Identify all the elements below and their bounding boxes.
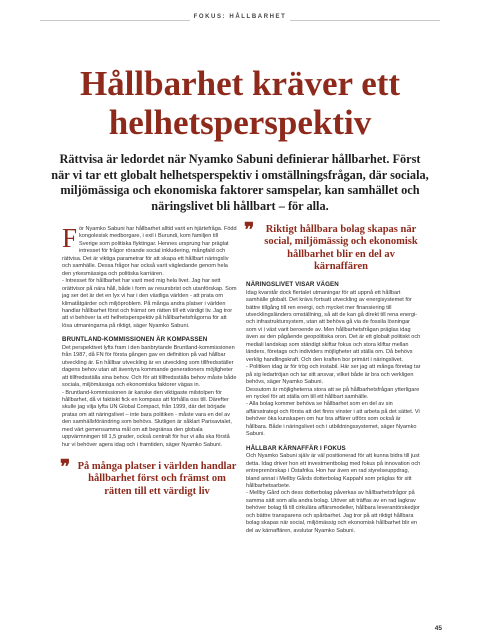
section-label: FOKUS: HÅLLBARHET: [193, 14, 287, 20]
pull-quote: [60, 457, 238, 498]
pull-quote-text: Riktigt hållbara bolag skapas när social, miljömässig och ekonomisk hållbarhet blir en del av kärnaffären: [264, 224, 418, 272]
quote-mark-icon: ❞: [60, 457, 71, 479]
subheading: NÄRINGSLIVET VISAR VÄGEN: [246, 281, 339, 289]
left-column: [60, 223, 238, 498]
subheading: BRUNTLAND-KOMMISSIONEN ÄR KOMPASSEN: [62, 336, 208, 344]
drop-cap: F: [62, 223, 78, 253]
body-text: ör Nyamko Sabuni har hållbarhet alltid varit en hjärtefråga. Född kongolesisk medborgare, i exil i Burundi, kom familjen till Sverige som politiska flyktingar. Hennes ursprung har präglat intresset för frågor rörande social inkludering, mångfald och rättvisa. Det är viktiga parametrar för att skapa ett hållbart näringsliv och samhälle. Dessa frågor har också varit vägledande genom hela den yrkesmässiga och politiska karriären.: [62, 226, 237, 277]
subheading: HÅLLBAR KÄRNAFFÄR I FOKUS: [246, 444, 346, 452]
header-rule-left: [40, 20, 190, 21]
article-lead: Rättvisa är ledordet när Nyamko Sabuni definierar hållbarhet. Först när vi tar ett globalt helhetsperspektiv i omställningsfrågan, där sociala, miljömässiga och ekonomiska faktorer samspelar, kan samhället och näringslivet bli hållbart – för alla.: [51, 152, 429, 213]
body-paragraph: Idag kvarstår dock flertalet utmaningar för att uppnå ett hållbart samhälle globalt. Det krävs fortsatt utveckling av energisystemet för bättre tillgång till ren energi, och mycket mer finansiering till utvecklingsländers omställning, så att de kan gå direkt till rena energi- och infrastruktursystem, utan att behöva gå via de fossila lösningar som vi i väst varit beroende av. Men hållbarhetsfrågan präglas idag även av den pågående geopolitiska oron. Det är ett globalt politiskt och mediali landskap som ständigt skiftar fokus och stora kliftar mellan länders, företags och individers möjligheter att ställa om. Då behövs verklig handlingskraft. Och den kraften bor primärt i näringslivet.: [246, 289, 421, 363]
body-paragraph: - Intresset för hållbarhet har varit med mig hela livet. Jag har sett orättvisor på nära håll, både i form av resursbrist och utanförskap. Som jag ser det är det en lyx vi har i den västliga världen - att prata om klimatåtgärder och miljöproblem. På många andra platser i världen handlar hållbarhet först och främst om rätten till ett värdigt liv. Jag tror att vi behöver ta ett helhetsperspektiv på hållbarhetsfrågorna för att lösa utmaningarna på riktigt, säger Nyamko Sabuni.: [62, 278, 237, 329]
body-paragraph: - Mellby Gård och dess dotterbolag påverkas av hållbarhetsfrågor på samma sätt som alla andra bolag. Utöver att träffas av en rad lagkrav behöver bolag få till cirkulära affärsmodeller, hållbara leverantörskedjor och bättre transparens och spårbarhet. Jag tror på att riktigt hållbara bolag skapas när social, miljömässig och ekonomisk hållbarhet blir en del av kärnaffären, avslutar Nyamko Sabuni.: [246, 490, 420, 534]
body-paragraph: Det perspektivet lyfts fram i den banbrytande Bruntland-kommissionen från 1987, då FN för första gången gav en definition på vad hållbar utveckling är. En hållbar utveckling är en utveckling som tillfredsställer dagens behov utan att äventyra kommande generationers möjligheter att tillfredsställa sina behov. Och för att tillfredsställa behov måste både sociala, miljömässiga och ekonomiska faktorer vägas in.: [62, 344, 237, 389]
intro-paragraph: [62, 223, 238, 278]
header-rule-right: [290, 20, 440, 21]
right-column: [244, 220, 422, 535]
body-paragraph: Dessutom är möjligheterna stora att se på hållbarhetsfrågan ytterligare en nyckel för att ställa om till ett hållbart samhälle.: [246, 386, 420, 400]
article-title: Hållbarhet kräver ett helhetsperspektiv: [79, 64, 401, 142]
page-number: 45: [434, 625, 442, 632]
body-paragraph: - Politiken idag är för trög och instabil. Här ser jag att många företag tar på sig ledartröjan och tar sitt ansvar, vilket både är bra och verkligen behövs, säger Nyamko Sabuni.: [246, 364, 421, 386]
pull-quote: [244, 220, 422, 273]
body-paragraph: - Alla bolag kommer behöva se hållbarhet som en del av sin affärsstrategi och första att det finns vinster i att arbeta på det sättet. Vi behöver öka kunskapen om hur bra affärer utförs som också är hållbara. Både i näringslivet och i utbildningssystemet, säger Nyamko Sabuni.: [246, 401, 420, 438]
pull-quote-text: På många platser i världen handlar hållbarhet först och främst om rätten till ett värdigt liv: [77, 461, 237, 497]
body-paragraph: Och Nyamko Sabuni själv är väl positionerad för att kunna bidra till just detta. Idag driver hon ett investmentbolag med fokus på innovation och entreprenörskap i Östafrika. Hon har även en rad styrelseuppdrag, bland annat i Mellby Gårds dotterbolag Kappahl som präglas för sitt hållbarhetsarbete.: [246, 453, 421, 489]
body-paragraph: - Bruntland-kommissionen är kanske den viktigaste milstolpen för hållbarhet, då vi faktiskt fick en kompass att förhålla oss till. Därefter skulle jag vilja lyfta UN Global Compact, från 1999, där det började pratas om att näringslivet – inte bara politiken - måste vara en del av den samhällsförändring som behövs. Slutligen är såklart Parisavtalet, med värt gemensamma mål om att begränsa den globala uppvärmningen till 1,5 grader, också centralt för hur vi alla ska förstå hur vi behöver agera idag och i framtiden, säger Nyamko Sabuni.: [62, 389, 232, 448]
quote-mark-icon: ❞: [244, 220, 255, 241]
